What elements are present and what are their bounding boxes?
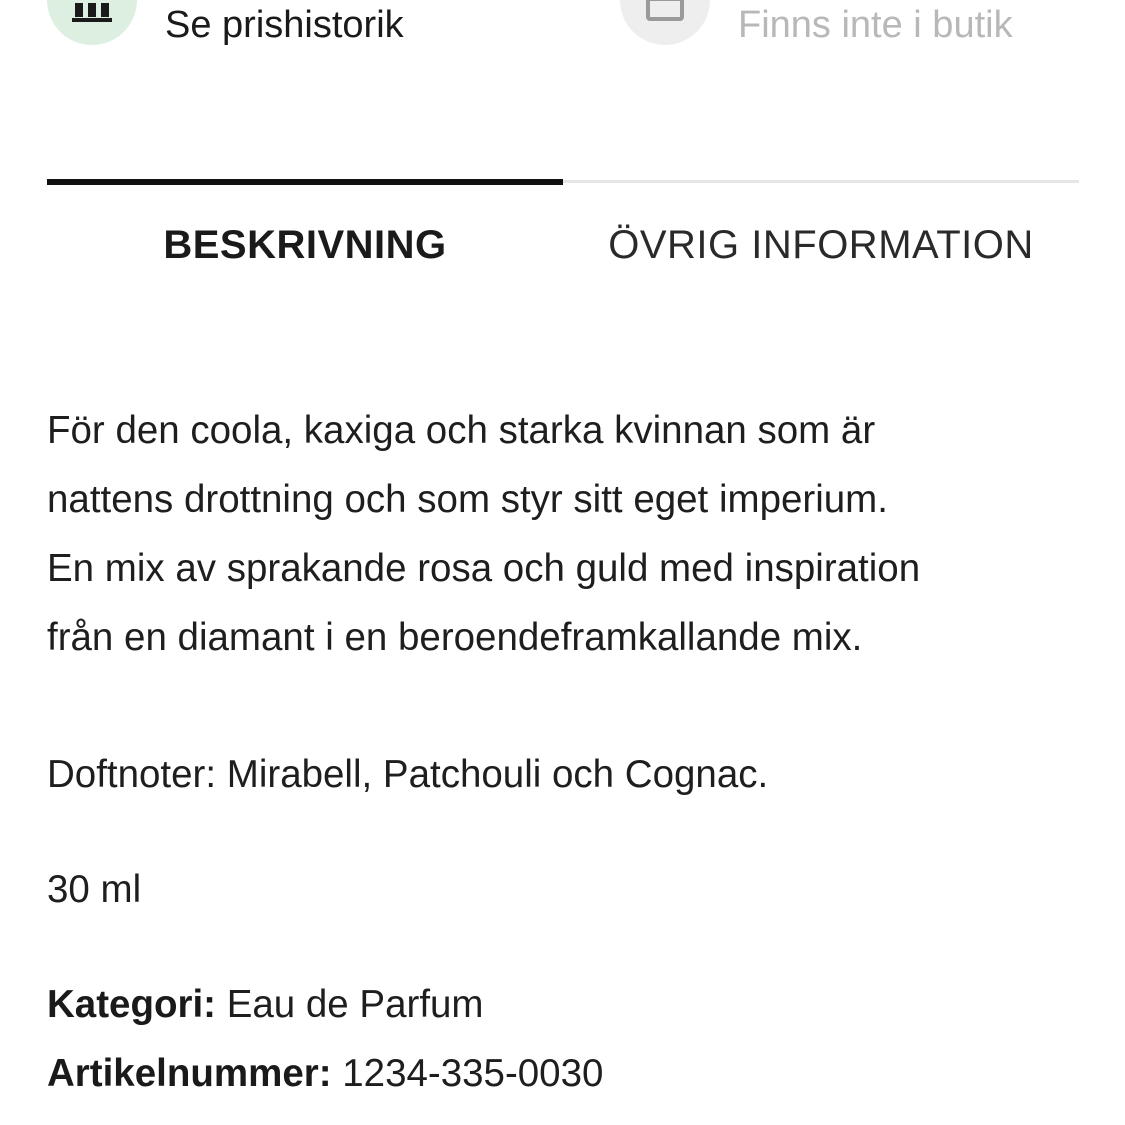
- tab-beskrivning[interactable]: BESKRIVNING: [163, 222, 447, 267]
- fragrance-notes: Doftnoter: Mirabell, Patchouli och Cognac.: [47, 753, 769, 796]
- store-availability-button[interactable]: [620, 0, 1013, 45]
- store-availability-label: Finns inte i butik: [738, 3, 1013, 46]
- product-info-tabs: [47, 180, 1079, 290]
- price-history-label: Se prishistorik: [165, 3, 404, 46]
- category-row: [47, 970, 484, 1039]
- article-number-value: 1234-335-0030: [342, 1052, 604, 1095]
- store-icon-circle: [620, 0, 710, 45]
- store-icon: [642, 0, 688, 23]
- bar-chart-icon: [69, 0, 115, 23]
- description-line: från en diamant i en beroendeframkallande mix.: [47, 616, 863, 659]
- tab-ovrig-information[interactable]: ÖVRIG INFORMATION: [608, 222, 1034, 267]
- product-description: [47, 396, 1087, 672]
- category-label: Kategori:: [47, 983, 216, 1026]
- description-line: En mix av sprakande rosa och guld med inspiration: [47, 547, 921, 590]
- price-history-button[interactable]: [47, 0, 404, 45]
- description-line: nattens drottning och som styr sitt eget imperium.: [47, 478, 888, 521]
- product-volume: 30 ml: [47, 868, 142, 911]
- product-actions: [0, 0, 1125, 45]
- article-number-row: [47, 1039, 603, 1108]
- active-tab-indicator: [47, 179, 563, 185]
- price-history-icon-circle: [47, 0, 137, 45]
- article-number-label: Artikelnummer:: [47, 1052, 332, 1095]
- description-line: För den coola, kaxiga och starka kvinnan som är: [47, 409, 876, 452]
- category-value: Eau de Parfum: [226, 983, 484, 1026]
